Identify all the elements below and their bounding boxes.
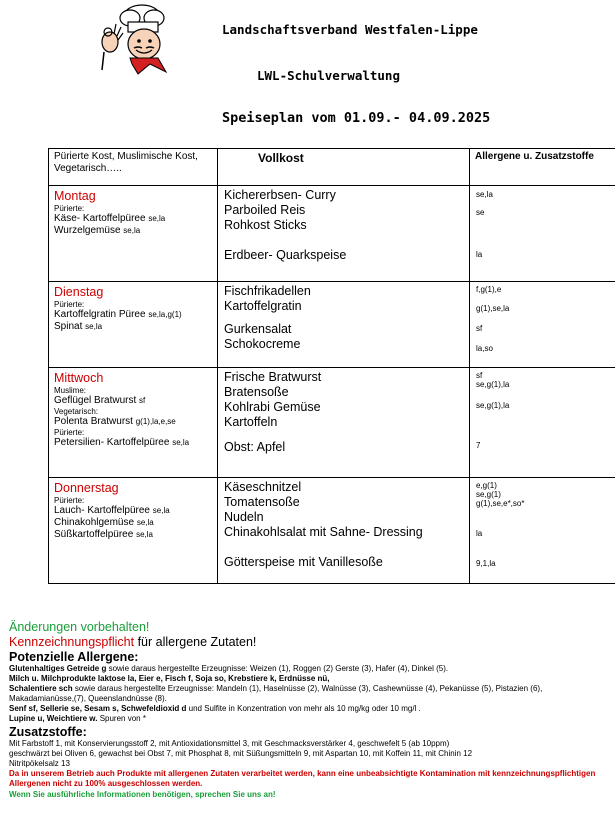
- organization-title: Landschaftsverband Westfalen-Lippe: [222, 22, 478, 37]
- main-dish: Kichererbsen- Curry: [224, 188, 336, 202]
- main-dish: Nudeln: [224, 510, 264, 524]
- allergen-code: se,g(1),la: [476, 401, 510, 410]
- special-dish: Chinakohlgemüse se,la: [54, 517, 154, 528]
- allergen-heading: Potenzielle Allergene:: [9, 650, 139, 664]
- main-dish: Kartoffelgratin: [224, 299, 302, 313]
- allergen-code: sf: [476, 371, 483, 380]
- main-dish: Götterspeise mit Vanillesoße: [224, 555, 383, 569]
- header-allergens: Allergene u. Zusatzstoffe: [470, 149, 615, 186]
- allergen-code: g(1),se,la: [476, 304, 510, 313]
- special-dish: Geflügel Bratwurst sf: [54, 395, 146, 406]
- allergen-code: 7: [476, 441, 481, 450]
- allergen-tag: g(1),la,e,se: [135, 417, 176, 426]
- additive-heading: Zusatzstoffe:: [9, 725, 87, 739]
- header-special-diets: Pürierte Kost, Muslimische Kost, Vegetarisch…..: [49, 149, 218, 186]
- thursday-special-cell: [49, 478, 218, 584]
- monday-main-cell: [218, 186, 470, 282]
- main-dish: Tomatensoße: [224, 495, 300, 509]
- special-dish: Kartoffelgratin Püree se,la,g(1): [54, 309, 182, 320]
- allergen-code: la: [476, 250, 483, 259]
- allergen-tag: se,la: [152, 506, 170, 515]
- allergen-tag: se,la,g(1): [148, 310, 182, 319]
- diet-label: Pürierte:: [54, 204, 85, 213]
- main-dish: Chinakohlsalat mit Sahne- Dressing: [224, 525, 423, 539]
- special-dish: Polenta Bratwurst g(1),la,e,se: [54, 416, 176, 427]
- additive-line: Mit Farbstoff 1, mit Konservierungsstoff 2, mit Antioxidationsmittel 3, mit Geschmacksverstärker 4, geschwefelt 5 (ab 10ppm): [9, 739, 450, 748]
- allergen-code: 9,1,la: [476, 559, 496, 568]
- diet-label: Pürierte:: [54, 496, 85, 505]
- main-dish: Frische Bratwurst: [224, 370, 322, 384]
- main-dish: Käseschnitzel: [224, 480, 302, 494]
- diet-label: Pürierte:: [54, 300, 85, 309]
- allergen-tag: sf: [139, 396, 146, 405]
- tuesday-allergen-cell: [470, 282, 615, 368]
- special-dish: Käse- Kartoffelpüree se,la: [54, 213, 166, 224]
- additive-line: geschwärzt bei Oliven 6, gewachst bei Obst 7, mit Phosphat 8, mit Süßungsmitteln 9, mit Aspartan 10, mit Koffein 11, mit Chinin 12: [9, 749, 473, 758]
- allergen-tag: se,la: [148, 214, 166, 223]
- day-row-tuesday: [49, 282, 615, 368]
- contamination-warning: Da in unserem Betrieb auch Produkte mit allergenen Zutaten verarbeitet werden, kann eine unbeabsichtigte Kontamination mit kennzeichnungspflichtigen Allergenen nicht zu 100% ausgeschlossen werden.: [9, 769, 596, 788]
- main-dish: Fischfrikadellen: [224, 284, 311, 298]
- main-dish: Gurkensalat: [224, 322, 292, 336]
- main-dish: Kartoffeln: [224, 415, 278, 429]
- allergen-line: Lupine u, Weichtiere w. Spuren von *: [9, 714, 146, 723]
- allergen-code: se: [476, 208, 485, 217]
- table-header-row: [49, 149, 615, 186]
- tuesday-special-cell: [49, 282, 218, 368]
- allergen-code: sf: [476, 324, 483, 333]
- allergen-code: se,g(1): [476, 490, 501, 499]
- special-dish: Süßkartoffelpüree se,la: [54, 529, 153, 540]
- day-row-monday: [49, 186, 615, 282]
- diet-label: Muslime:: [54, 386, 87, 395]
- allergen-code: se,la: [476, 190, 493, 199]
- day-name: Mittwoch: [54, 371, 104, 385]
- allergen-code: se,g(1),la: [476, 380, 510, 389]
- special-dish: Petersilien- Kartoffelpüree se,la: [54, 437, 190, 448]
- thursday-allergen-cell: [470, 478, 615, 584]
- chef-mascot-icon: [80, 2, 180, 77]
- thursday-main-cell: [218, 478, 470, 584]
- allergen-tag: se,la: [172, 438, 190, 447]
- allergen-code: e,g(1): [476, 481, 497, 490]
- main-dish: Rohkost Sticks: [224, 218, 307, 232]
- special-dish: Spinat se,la: [54, 321, 103, 332]
- allergen-line: Senf sf, Sellerie se, Sesam s, Schwefeldioxid d und Sulfite in Konzentration von mehr als 10 mg/kg oder 10 mg/l .: [9, 704, 421, 713]
- special-dish: Wurzelgemüse se,la: [54, 225, 141, 236]
- wednesday-special-cell: [49, 368, 218, 478]
- main-dish: Bratensoße: [224, 385, 289, 399]
- allergen-line: Glutenhaltiges Getreide g sowie daraus hergestellte Erzeugnisse: Weizen (1), Roggen (2) Gerste (3), Hafer (4), Dinkel (5).: [9, 664, 449, 673]
- diet-label: Pürierte:: [54, 428, 85, 437]
- wednesday-main-cell: [218, 368, 470, 478]
- monday-special-cell: [49, 186, 218, 282]
- main-dish: Schokocreme: [224, 337, 301, 351]
- allergen-code: f,g(1),e: [476, 285, 502, 294]
- main-dish: Erdbeer- Quarkspeise: [224, 248, 347, 262]
- special-dish: Lauch- Kartoffelpüree se,la: [54, 505, 170, 516]
- notes-section: [9, 620, 609, 800]
- additive-line: Nitritpökelsalz 13: [9, 759, 70, 768]
- main-dish: Kohlrabi Gemüse: [224, 400, 321, 414]
- labeling-duty-text: für allergene Zutaten!: [134, 635, 257, 649]
- allergen-tag: se,la: [136, 518, 154, 527]
- day-name: Dienstag: [54, 285, 104, 299]
- contact-notice: Wenn Sie ausführliche Informationen benötigen, sprechen Sie uns an!: [9, 790, 276, 799]
- menu-plan-title: Speiseplan vom 01.09.- 04.09.2025: [222, 110, 491, 126]
- monday-allergen-cell: [470, 186, 615, 282]
- allergen-tag: se,la: [123, 226, 141, 235]
- allergen-code: g(1),se,e*,so*: [476, 499, 525, 508]
- allergen-tag: se,la: [85, 322, 103, 331]
- menu-table: [48, 148, 615, 584]
- day-row-wednesday: [49, 368, 615, 478]
- day-row-thursday: [49, 478, 615, 584]
- allergen-tag: se,la: [136, 530, 153, 539]
- changes-notice: Änderungen vorbehalten!: [9, 620, 150, 634]
- day-name: Montag: [54, 189, 96, 203]
- labeling-duty-highlight: Kennzeichnungspflicht: [9, 635, 135, 649]
- main-dish: Obst: Apfel: [224, 440, 286, 454]
- allergen-list: [9, 664, 609, 724]
- allergen-code: la,so: [476, 344, 493, 353]
- day-name: Donnerstag: [54, 481, 119, 495]
- header-full-diet: Vollkost: [218, 149, 470, 186]
- wednesday-allergen-cell: [470, 368, 615, 478]
- main-dish: Parboiled Reis: [224, 203, 306, 217]
- labeling-notice: [9, 635, 609, 649]
- allergen-line: Milch u. Milchprodukte laktose la, Eier e, Fisch f, Soja so, Krebstiere k, Erdnüsse nü,: [9, 674, 330, 683]
- allergen-code: la: [476, 529, 483, 538]
- tuesday-main-cell: [218, 282, 470, 368]
- diet-label: Vegetarisch:: [54, 407, 99, 416]
- allergen-line: Schalentiere sch sowie daraus hergestellte Erzeugnisse: Mandeln (1), Haselnüsse (2), Walnüsse (3), Cashewnüsse (4), Pekanüsse (5), Pistazien (6), Makadamianüsse,(7), Queenslandnüsse (8).: [9, 684, 543, 703]
- department-title: LWL-Schulverwaltung: [257, 68, 400, 83]
